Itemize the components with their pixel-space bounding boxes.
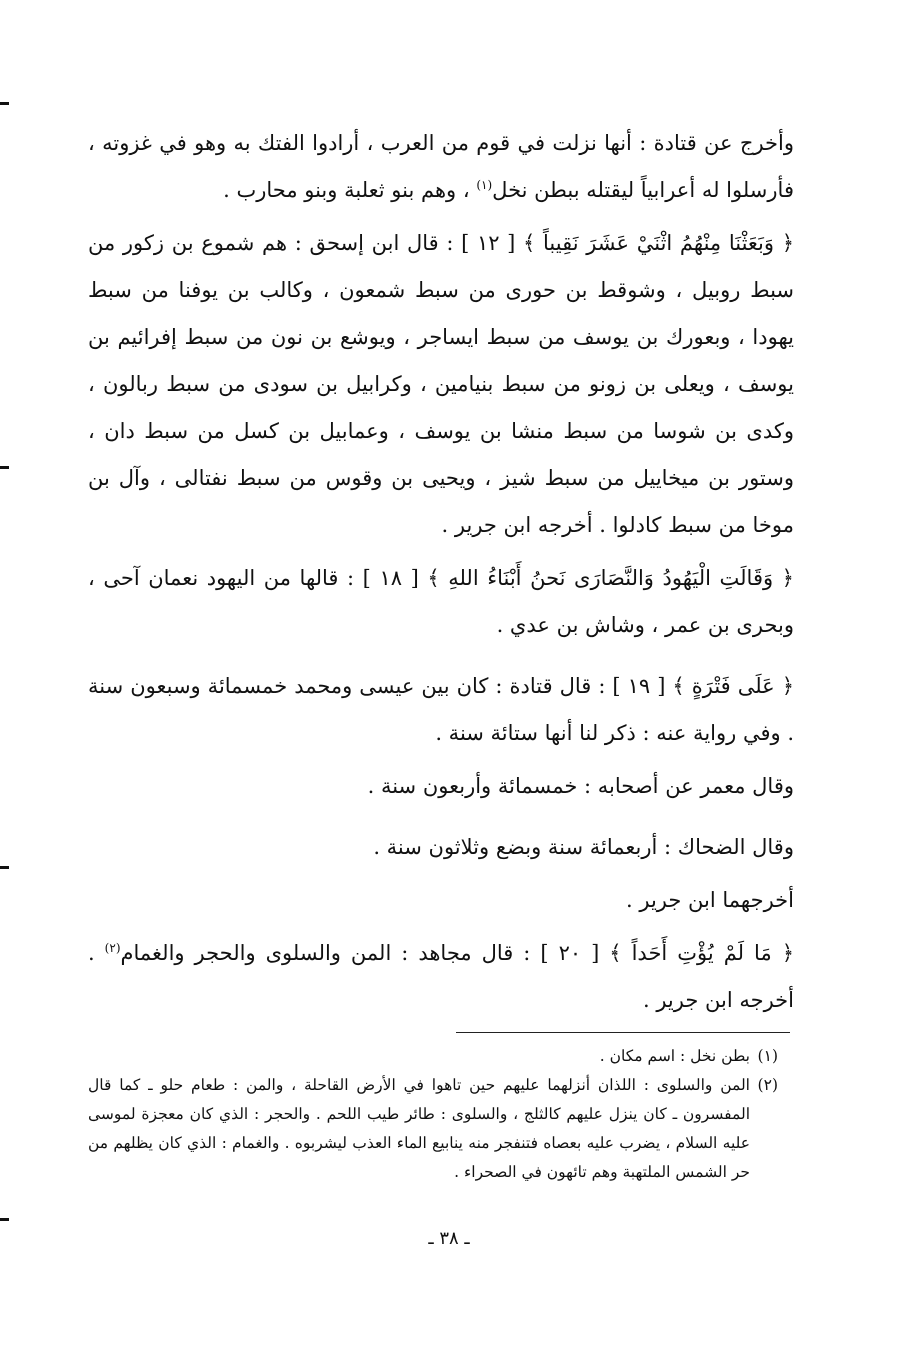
page-body — [88, 120, 794, 1024]
footnote-item — [88, 1042, 794, 1071]
p8-main: ﴿ مَا لَمْ يُؤْتِ أَحَداً ﴾ [ ٢٠ ] : قال مجاهد : المن والسلوى والحجر والغمام — [120, 941, 794, 965]
p1-line3: ، وهم بنو ثعلبة وبنو محارب . — [223, 178, 470, 202]
paragraph-fatra: ﴿ عَلَى فَتْرَةٍ ﴾ [ ١٩ ] : قال قتادة : كان بين عيسى ومحمد خمسمائة وسبعون سنة . وفي رواية عنه : ذكر لنا أنها ستائة سنة . — [88, 674, 794, 745]
footnote-number: (١) — [757, 1047, 778, 1065]
paragraph-dahhak: وقال الضحاك : أربعمائة سنة وبضع وثلاثون سنة . — [373, 835, 794, 859]
footnote-number: (٢) — [757, 1076, 778, 1094]
paragraph-twelve-chiefs: ﴿ وَبَعَثْنَا مِنْهُمُ اثْنَيْ عَشَرَ نَقِيباً ﴾ [ ١٢ ] : قال ابن إسحق : هم شموع بن زكور من سبط روبيل ، وشوقط بن حورى من سبط شمعون ، وكالب بن يوفنا من سبط يهودا ، وبعورك بن يوسف من سبط ايساجر ، ويوشع بن نون من سبط إفرائيم بن يوسف ، ويعلى بن زونو من سبط بنيامين ، وكرابيل بن سودى من سبط ربالون ، وكدى بن شوسا من سبط منشا بن يوسف ، وعمابيل بن كسل من سبط دان ، وستور بن ميخاييل من سبط شيز ، ويحيى بن وقوس من سبط نفتالى ، وآل بن موخا من سبط كادلوا . أخرجه ابن جرير . — [88, 231, 794, 537]
footnote-divider — [456, 1032, 790, 1033]
scan-edge-mark-1 — [0, 102, 9, 105]
scan-edge-mark-2 — [0, 466, 9, 469]
p1-line2: غزوته ، فأرسلوا له أعرابياً ليقتله ببطن نخل — [88, 131, 794, 202]
footnote-ref-2: (٢) — [104, 941, 121, 955]
p8-tail: . أخرجه ابن جرير . — [88, 941, 794, 1012]
paragraph-mujahid — [88, 930, 794, 1024]
footnote-ref-1: (١) — [476, 178, 493, 192]
scan-edge-mark-3 — [0, 866, 9, 869]
footnotes — [88, 1042, 794, 1187]
page-number: ـ ٣٨ ـ — [428, 1228, 470, 1249]
paragraph-qatada-intro — [88, 120, 794, 214]
footnote-item — [88, 1071, 794, 1187]
paragraph-jews-christians: ﴿ وَقَالَتِ الْيَهُودُ وَالنَّصَارَى نَحنُ أَبْنَاءُ اللهِ ﴾ [ ١٨ ] : قالها من اليهود نعمان آحى ، وبحرى بن عمر ، وشاش بن عدي . — [88, 566, 794, 637]
scan-edge-mark-4 — [0, 1218, 9, 1221]
paragraph-ibn-jarir: أخرجهما ابن جرير . — [626, 888, 794, 912]
footnote-text: بطن نخل : اسم مكان . — [599, 1047, 750, 1065]
footnote-text: المن والسلوى : اللذان أنزلهما عليهم حين تاهوا في الأرض القاحلة ، والمن : طعام حلو ـ كما قال المفسرون ـ كان ينزل عليهم كالثلج ، والسلوى : طائر طيب اللحم . والحجر : الذي كان معجزة لموسى عليه السلام ، يضرب عليه بعصاه فتنفجر منه ينابيع الماء العذب ليشربوه . والغمام : الذي كان يظلهم من حر الشمس الملتهبة وهم تائهون في الصحراء . — [88, 1076, 750, 1181]
p1-line1: وأخرج عن قتادة : أنها نزلت في قوم من العرب ، أرادوا الفتك به وهو في — [159, 131, 794, 155]
paragraph-mamar: وقال معمر عن أصحابه : خمسمائة وأربعون سنة . — [367, 774, 794, 798]
